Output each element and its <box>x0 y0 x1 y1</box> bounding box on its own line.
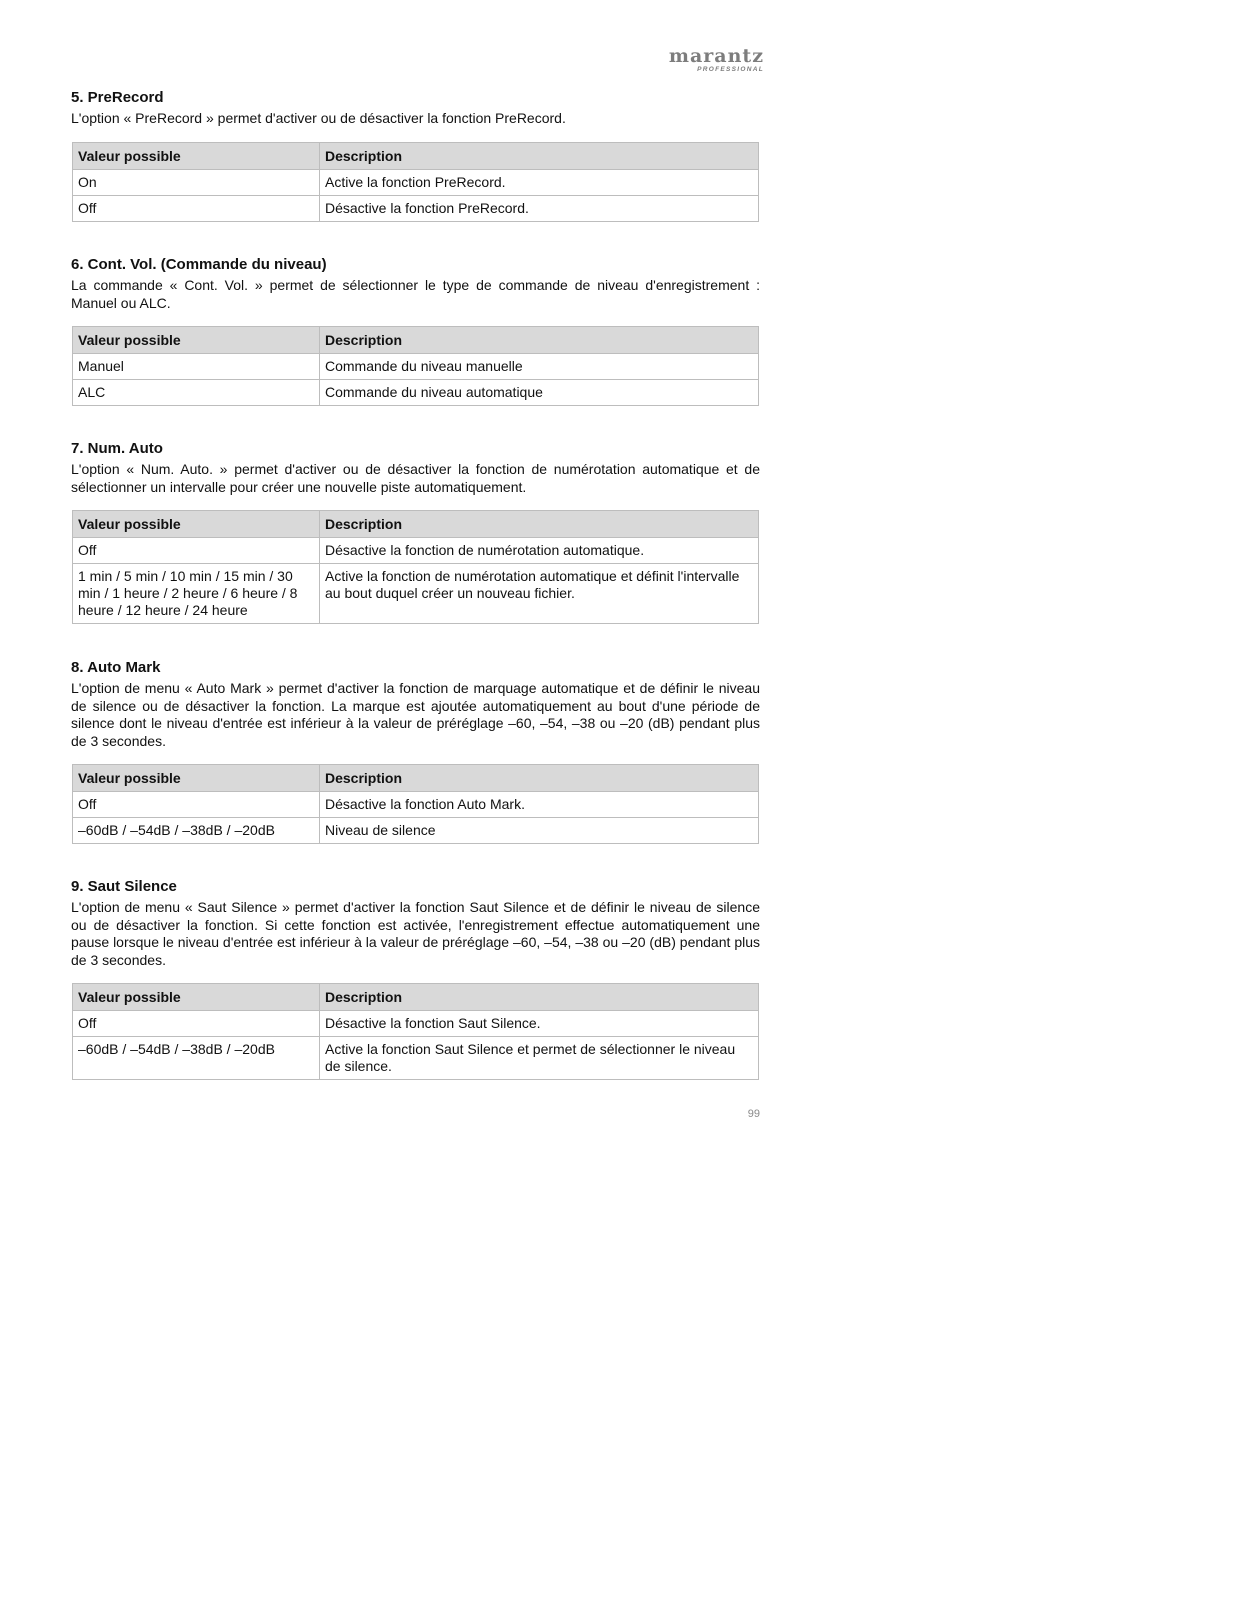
cell-value: 1 min / 5 min / 10 min / 15 min / 30 min / 1 heure / 2 heure / 6 heure / 8 heure / 12 heure / 24 heure <box>73 564 320 624</box>
section-title: 9. Saut Silence <box>71 878 177 895</box>
table-row <box>73 564 759 624</box>
table-row <box>73 169 759 195</box>
header-description: Description <box>320 327 759 354</box>
cell-description: Désactive la fonction Saut Silence. <box>320 1011 759 1037</box>
cell-description: Niveau de silence <box>320 818 759 844</box>
table-row <box>73 818 759 844</box>
header-value: Valeur possible <box>73 142 320 169</box>
cell-value: Manuel <box>73 354 320 380</box>
section-intro: L'option de menu « Saut Silence » permet d'activer la fonction Saut Silence et de définir le niveau de silence ou de désactiver la fonction. Si cette fonction est activée, l'enregistrement effectue automatiquement une pause lorsque le niveau d'entrée est inférieur à la valeur de préréglage –60, –54, –38 ou –20 (dB) pendant plus de 3 secondes. <box>71 899 760 968</box>
table-row <box>73 1037 759 1080</box>
section-cont-vol <box>71 255 760 406</box>
cell-value: Off <box>73 1011 320 1037</box>
cell-description: Commande du niveau automatique <box>320 380 759 406</box>
options-table <box>72 142 759 222</box>
options-table <box>72 983 759 1080</box>
section-title: 8. Auto Mark <box>71 659 161 676</box>
options-table <box>72 326 759 406</box>
header-description: Description <box>320 511 759 538</box>
section-intro: L'option « PreRecord » permet d'activer ou de désactiver la fonction PreRecord. <box>71 110 566 126</box>
header-description: Description <box>320 142 759 169</box>
table-row <box>73 792 759 818</box>
cell-value: On <box>73 169 320 195</box>
table-header-row <box>73 511 759 538</box>
table-row <box>73 1011 759 1037</box>
section-intro: L'option de menu « Auto Mark » permet d'activer la fonction de marquage automatique et de définir le niveau de silence ou de désactiver la fonction. La marque est ajoutée automatiquement au bout d'une période de silence dont le niveau d'entrée est inférieur à la valeur de préréglage –60, –54, –38 ou –20 (dB) pendant plus de 3 secondes. <box>71 680 760 749</box>
header-value: Valeur possible <box>73 327 320 354</box>
table-header-row <box>73 327 759 354</box>
cell-value: Off <box>73 792 320 818</box>
table-header-row <box>73 142 759 169</box>
table-row <box>73 354 759 380</box>
section-intro: L'option « Num. Auto. » permet d'activer ou de désactiver la fonction de numérotation automatique et de sélectionner un intervalle pour créer une nouvelle piste automatiquement. <box>71 461 760 495</box>
table-header-row <box>73 765 759 792</box>
cell-value: –60dB / –54dB / –38dB / –20dB <box>73 818 320 844</box>
section-saut-silence <box>71 877 760 1080</box>
cell-description: Désactive la fonction Auto Mark. <box>320 792 759 818</box>
cell-description: Désactive la fonction PreRecord. <box>320 195 759 221</box>
header-description: Description <box>320 984 759 1011</box>
section-title: 7. Num. Auto <box>71 440 163 457</box>
header-description: Description <box>320 765 759 792</box>
cell-value: Off <box>73 538 320 564</box>
options-table <box>72 510 759 624</box>
cell-description: Désactive la fonction de numérotation automatique. <box>320 538 759 564</box>
header-value: Valeur possible <box>73 765 320 792</box>
table-row <box>73 380 759 406</box>
cell-value: –60dB / –54dB / –38dB / –20dB <box>73 1037 320 1080</box>
header-value: Valeur possible <box>73 511 320 538</box>
section-title: 5. PreRecord <box>71 89 164 106</box>
section-intro: La commande « Cont. Vol. » permet de sélectionner le type de commande de niveau d'enregistrement : Manuel ou ALC. <box>71 277 760 311</box>
brand-tagline: PROFESSIONAL <box>697 66 764 73</box>
cell-description: Active la fonction Saut Silence et permet de sélectionner le niveau de silence. <box>320 1037 759 1080</box>
section-num-auto <box>71 439 760 624</box>
section-title: 6. Cont. Vol. (Commande du niveau) <box>71 256 327 273</box>
cell-value: ALC <box>73 380 320 406</box>
cell-value: Off <box>73 195 320 221</box>
table-header-row <box>73 984 759 1011</box>
cell-description: Commande du niveau manuelle <box>320 354 759 380</box>
table-row <box>73 195 759 221</box>
table-row <box>73 538 759 564</box>
section-prerecord <box>71 88 760 222</box>
header-value: Valeur possible <box>73 984 320 1011</box>
brand-logo <box>660 46 764 74</box>
options-table <box>72 764 759 844</box>
brand-name: marantz <box>668 45 764 67</box>
page-number: 99 <box>747 1108 760 1120</box>
cell-description: Active la fonction de numérotation automatique et définit l'intervalle au bout duquel créer un nouveau fichier. <box>320 564 759 624</box>
cell-description: Active la fonction PreRecord. <box>320 169 759 195</box>
section-auto-mark <box>71 658 760 844</box>
